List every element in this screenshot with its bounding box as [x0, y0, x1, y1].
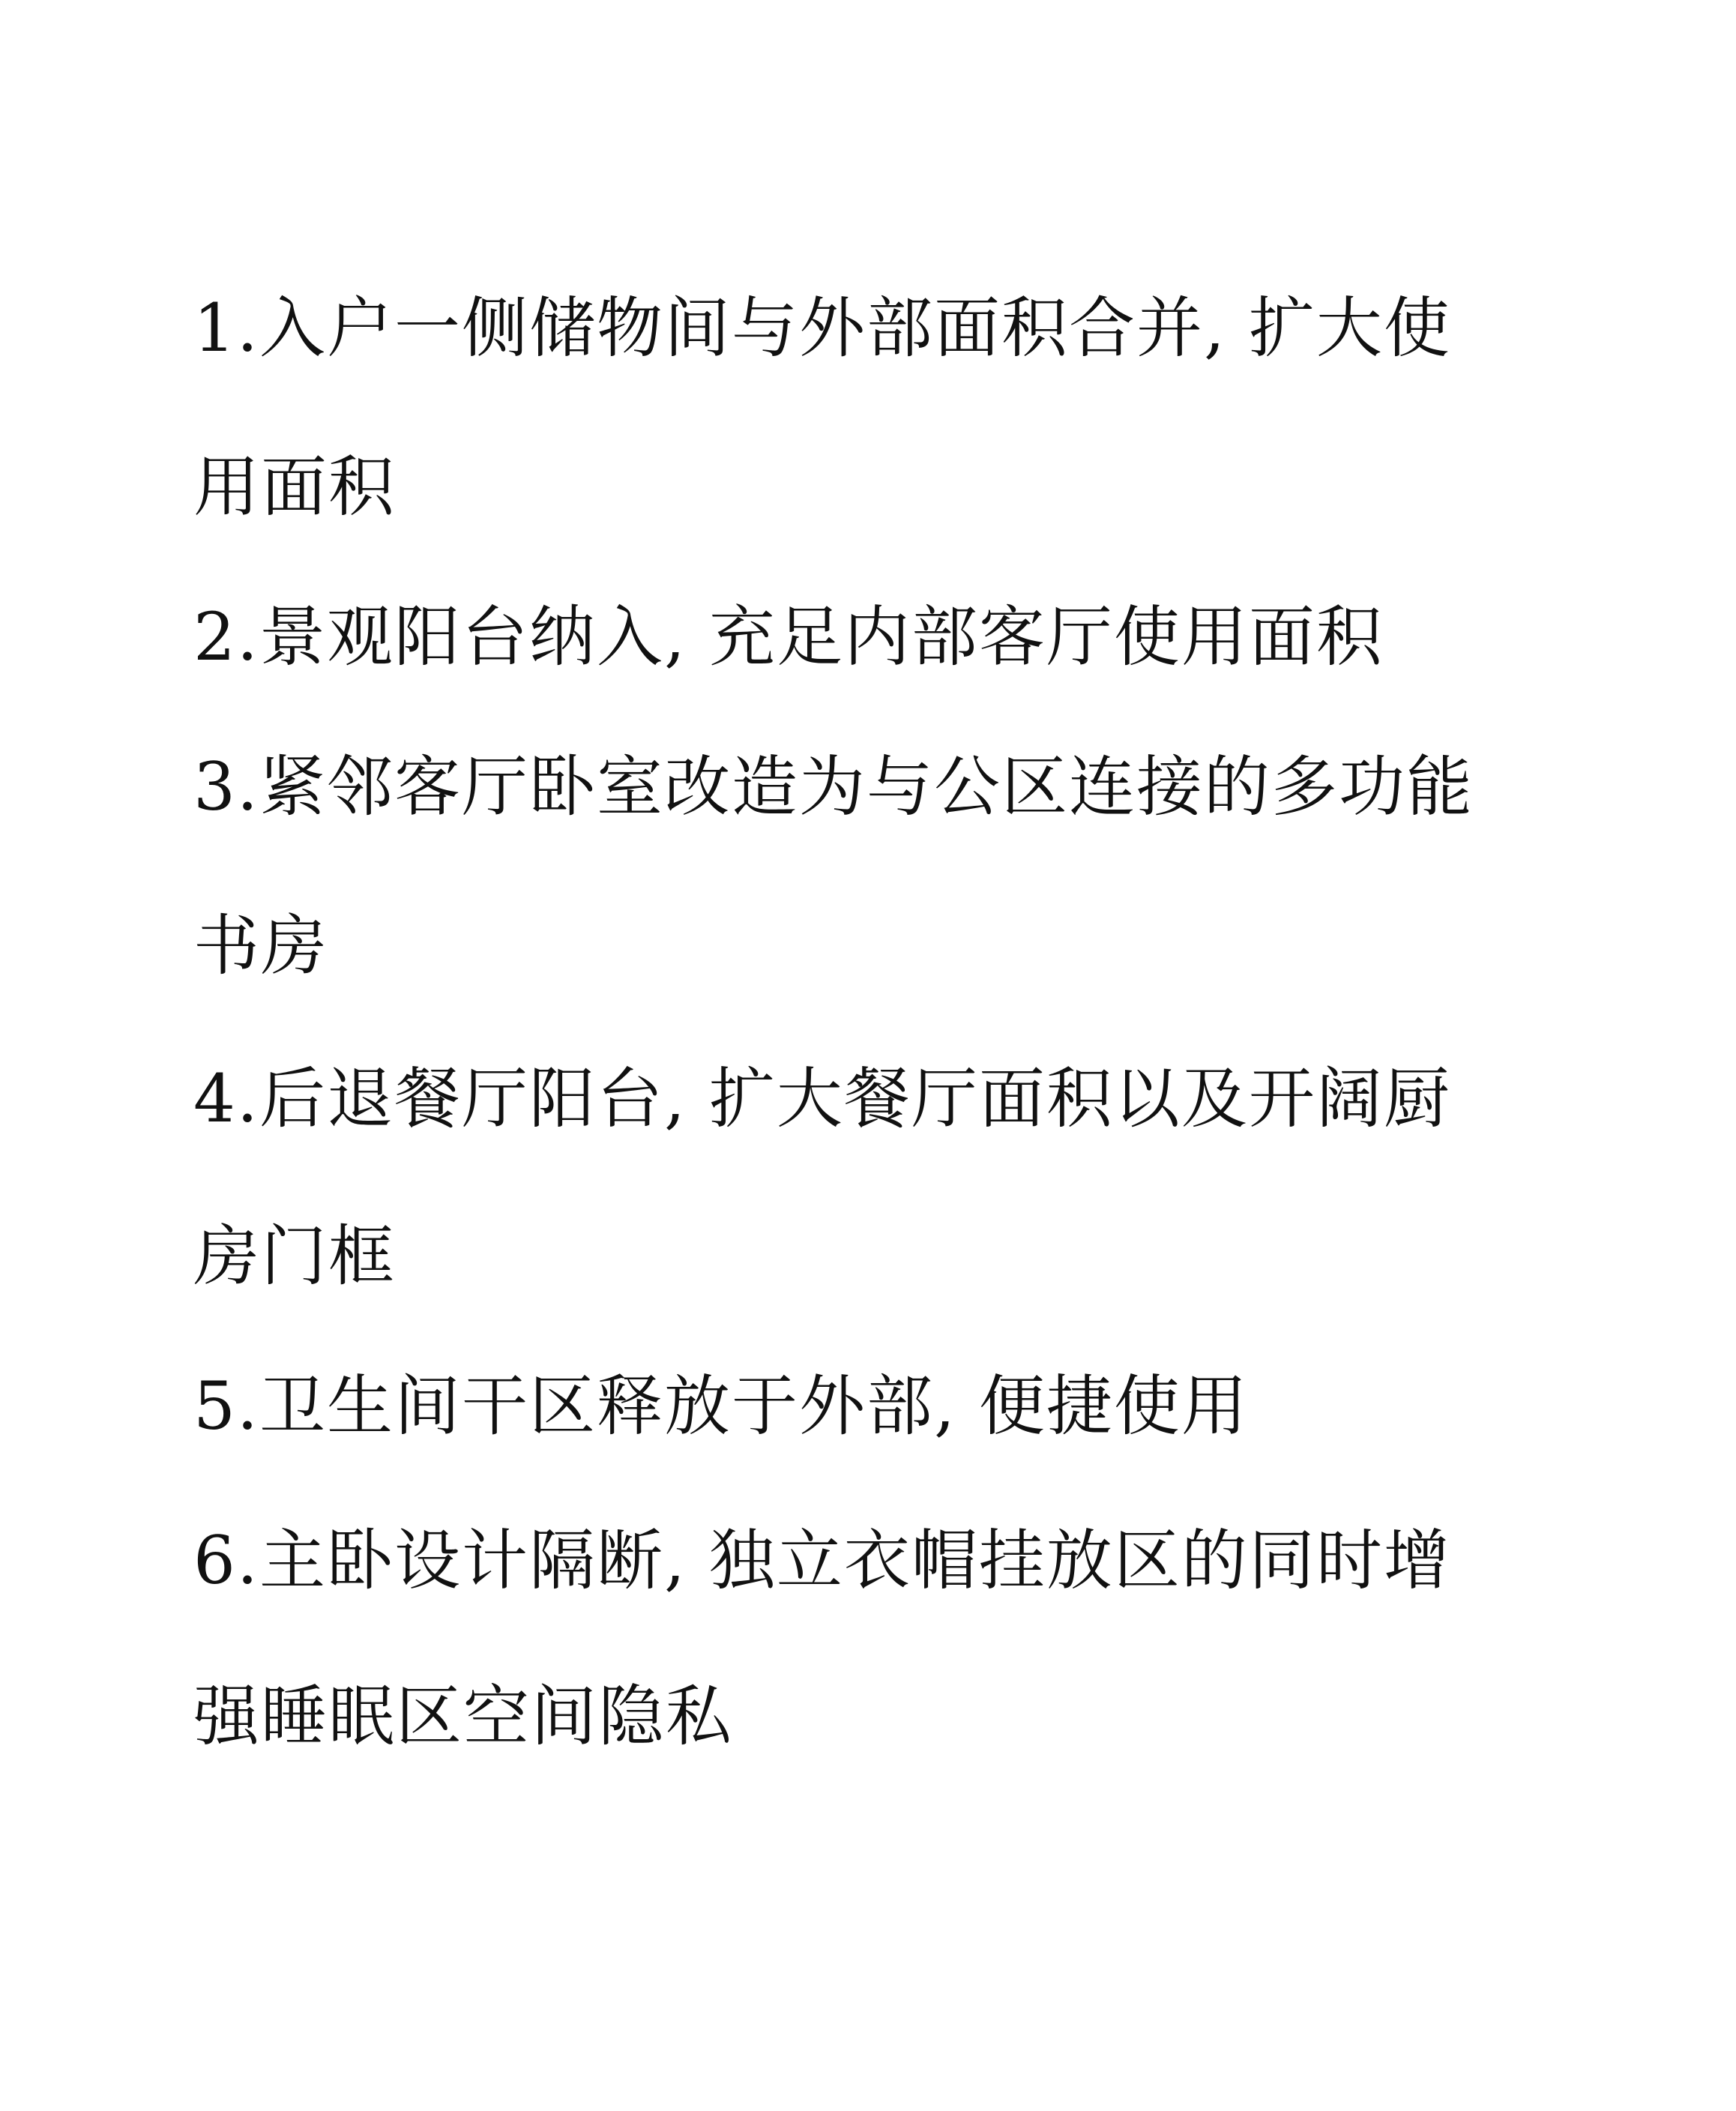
- item-6-line-1: 6.主卧设计隔断, 独立衣帽挂放区的同时增: [193, 1522, 1451, 1599]
- item-5-line-1: 5.卫生间干区释放于外部, 便捷使用: [193, 1367, 1249, 1445]
- item-3-line-1: 3.紧邻客厅卧室改造为与公区连接的多功能: [193, 748, 1474, 825]
- item-2-line-1: 2.景观阳台纳入, 充足内部客厅使用面积: [193, 598, 1384, 675]
- item-6-line-2: 强睡眠区空间隐私: [193, 1678, 734, 1755]
- item-3-line-2: 书房: [193, 907, 329, 984]
- item-1-line-2: 用面积: [193, 448, 397, 526]
- item-4-line-2: 房门框: [193, 1217, 397, 1295]
- item-1-line-1: 1.入户一侧储物间与外部面积合并, 扩大使: [193, 289, 1451, 367]
- item-4-line-1: 4.后退餐厅阳台, 扩大餐厅面积以及开阔厨: [193, 1060, 1451, 1137]
